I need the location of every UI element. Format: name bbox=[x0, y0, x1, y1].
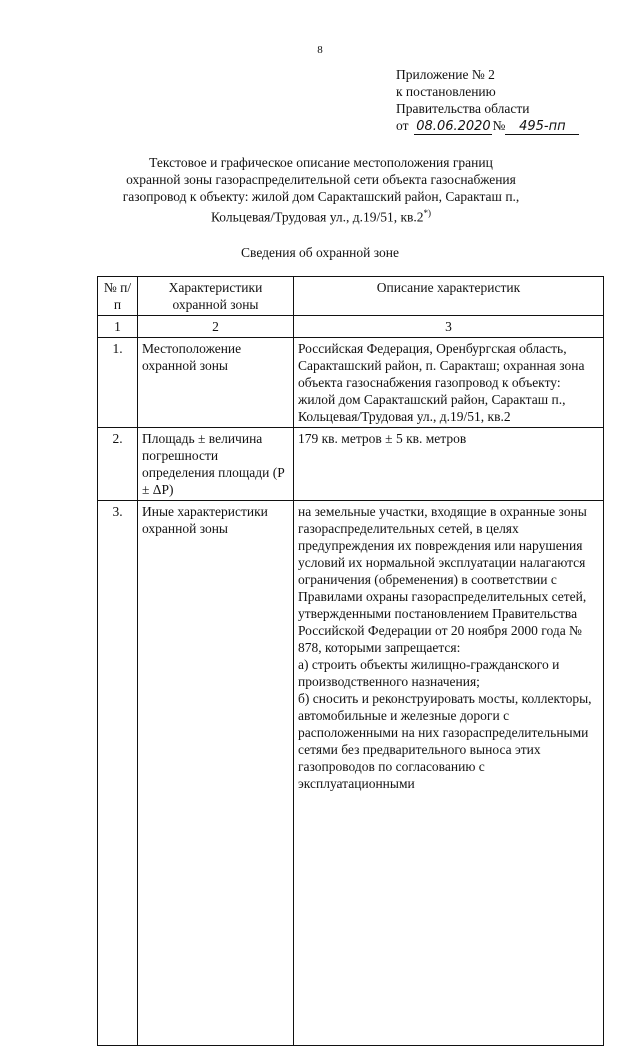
appendix-line-2: к постановлению bbox=[396, 84, 496, 99]
row-characteristic: Иные характеристики охранной зоны bbox=[138, 501, 294, 1046]
header-characteristic: Характеристики охранной зоны bbox=[138, 277, 294, 316]
section-subtitle: Сведения об охранной зоне bbox=[241, 245, 399, 260]
index-cell-2: 2 bbox=[138, 316, 294, 338]
handwritten-date: 08.06.2020 bbox=[416, 119, 491, 134]
row-characteristic: Местоположение охранной зоны bbox=[138, 338, 294, 428]
row-description bbox=[294, 501, 604, 1046]
table-header-row bbox=[98, 277, 604, 316]
table-index-row bbox=[98, 316, 604, 338]
zone-info-table bbox=[97, 276, 604, 1046]
handwritten-number: 495-пп bbox=[505, 120, 579, 135]
index-cell-1: 1 bbox=[98, 316, 138, 338]
header-description: Описание характеристик bbox=[294, 277, 604, 316]
appendix-block bbox=[396, 66, 579, 135]
row-description-text: на земельные участки, входящие в охранные зоны газораспределительных сетей, в целях предупреждения их повреждения или нарушения условий их нормальной эксплуатации налагаются ограничения (обременения) в соответствии с Правилами охраны газораспределительных сетей, утвержденными постановлением Правительства Российской Федерации от 20 ноября 2000 года № 878, которыми запрещается: а) строить объекты жилищно-гражданского и производственного назначения; б) сносить и реконструировать мосты, коллекторы, автомобильные и железные дороги с расположенными на них газораспределительными сетями без предварительного выноса этих газопроводов по согласованию с эксплуатационными bbox=[298, 504, 592, 791]
header-number: № п/п bbox=[98, 277, 138, 316]
row-number: 2. bbox=[98, 428, 138, 501]
number-sign: № bbox=[492, 118, 506, 133]
document-title bbox=[96, 154, 546, 226]
title-line-2: охранной зоны газораспределительной сети объекта газоснабжения bbox=[126, 172, 516, 187]
row-description: 179 кв. метров ± 5 кв. метров bbox=[294, 428, 604, 501]
title-line-1: Текстовое и графическое описание местоположения границ bbox=[149, 155, 493, 170]
title-line-4 bbox=[96, 205, 546, 226]
appendix-date-line bbox=[396, 117, 579, 135]
table-row bbox=[98, 501, 604, 1046]
table-row bbox=[98, 428, 604, 501]
appendix-line-1: Приложение № 2 bbox=[396, 67, 495, 82]
table-row bbox=[98, 338, 604, 428]
row-number: 3. bbox=[98, 501, 138, 1046]
date-prefix: от bbox=[396, 118, 409, 133]
appendix-line-3: Правительства области bbox=[396, 101, 530, 116]
row-characteristic: Площадь ± величина погрешности определения площади (P ± ΔP) bbox=[138, 428, 294, 501]
title-line-3: газопровод к объекту: жилой дом Саракташский район, Саракташ п., bbox=[122, 189, 520, 204]
page-number: 8 bbox=[317, 44, 323, 56]
row-description: Российская Федерация, Оренбургская область, Саракташский район, п. Саракташ; охранная зона объекта газоснабжения газопровод к объекту: жилой дом Саракташский район, Саракташ п., Кольцевая/Трудовая ул., д.19/51, кв.2 bbox=[294, 338, 604, 428]
footnote-mark: *) bbox=[423, 208, 432, 218]
title-line-4-text: Кольцевая/Трудовая ул., д.19/51, кв.2 bbox=[210, 209, 424, 225]
index-cell-3: 3 bbox=[294, 316, 604, 338]
row-number: 1. bbox=[98, 338, 138, 428]
